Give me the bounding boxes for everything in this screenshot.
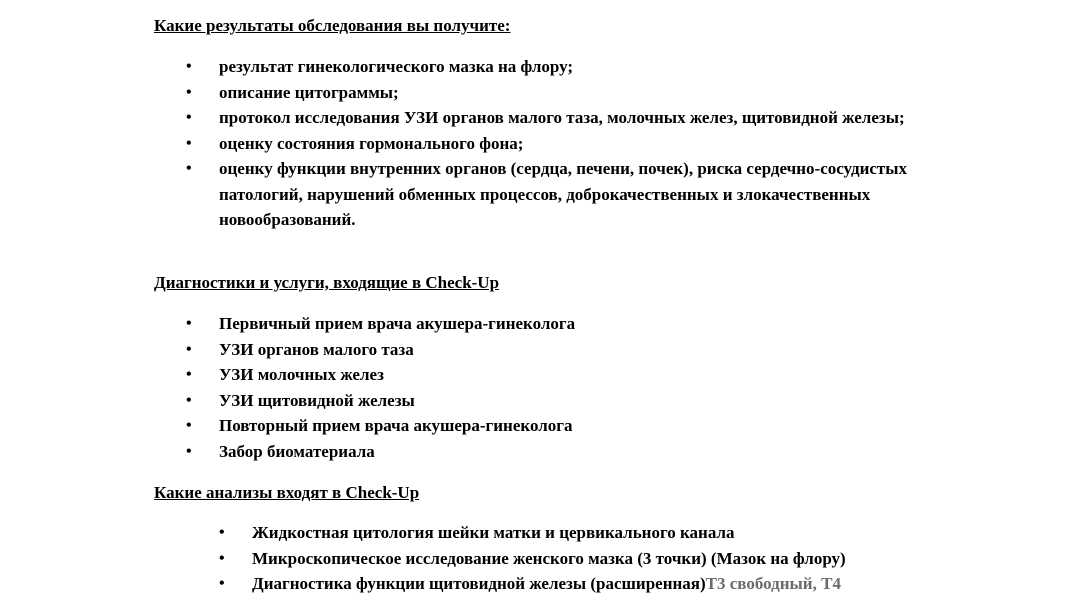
list-item (219, 571, 1012, 597)
list-item (186, 80, 979, 106)
list-item-text: результат гинекологического мазка на флору; (219, 57, 574, 76)
bullet-icon: • (219, 524, 225, 541)
section-heading-results: Какие результаты обследования вы получите: (154, 16, 511, 35)
list-item (186, 337, 979, 363)
list-item (186, 311, 979, 337)
list-item-text: УЗИ щитовидной железы (219, 390, 415, 410)
list-item (186, 413, 979, 439)
list-item (186, 105, 979, 131)
bullet-icon: • (186, 366, 192, 383)
bullet-icon: • (186, 417, 192, 434)
services-list (186, 311, 979, 464)
bullet-icon: • (186, 391, 192, 409)
list-item-text: Жидкостная цитология шейки матки и цервикального канала (252, 523, 735, 542)
list-item (186, 131, 979, 157)
list-item (219, 546, 1012, 572)
list-item-text: УЗИ органов малого таза (219, 339, 414, 359)
bullet-icon: • (186, 58, 192, 75)
list-item-text: оценку состояния гормонального фона; (219, 133, 524, 153)
results-list (186, 54, 979, 233)
list-item-text: оценку функции внутренних органов (сердца, печени, почек), риска сердечно-сосудистых патологий, нарушений обменных процессов, доброкачественных и злокачественных новообразований. (219, 159, 908, 229)
list-item-text: описание цитограммы; (219, 82, 399, 102)
list-item (186, 54, 979, 80)
list-item-text: протокол исследования УЗИ органов малого таза, молочных желез, щитовидной железы; (219, 108, 905, 127)
list-item-text: Диагностика функции щитовидной железы (расширенная) (252, 574, 706, 593)
bullet-icon: • (219, 575, 225, 592)
list-item (186, 439, 979, 465)
bullet-icon: • (186, 134, 192, 152)
list-item-text: Микроскопическое исследование женского мазка (3 точки) (Мазок на флору) (252, 548, 846, 568)
bullet-icon: • (219, 549, 225, 567)
bullet-icon: • (186, 83, 192, 101)
list-item (186, 362, 979, 388)
bullet-icon: • (186, 340, 192, 358)
list-item (219, 520, 1012, 546)
bullet-icon: • (186, 315, 192, 332)
list-item (186, 156, 979, 233)
list-item-text: УЗИ молочных желез (219, 365, 384, 384)
list-item (186, 388, 979, 414)
list-item-text: Забор биоматериала (219, 441, 375, 461)
bullet-icon: • (186, 160, 192, 177)
section-heading-analyses: Какие анализы входят в Check-Up (154, 483, 420, 502)
analyses-list (219, 520, 1012, 597)
section-heading-services: Диагностики и услуги, входящие в Check-Up (154, 273, 500, 292)
bullet-icon: • (186, 442, 192, 460)
list-item-text: Первичный прием врача акушера-гинеколога (219, 314, 576, 333)
bullet-icon: • (186, 109, 192, 126)
list-item-text: Повторный прием врача акушера-гинеколога (219, 416, 573, 435)
list-item-grey-text: Т3 свободный, Т4 (705, 574, 841, 593)
